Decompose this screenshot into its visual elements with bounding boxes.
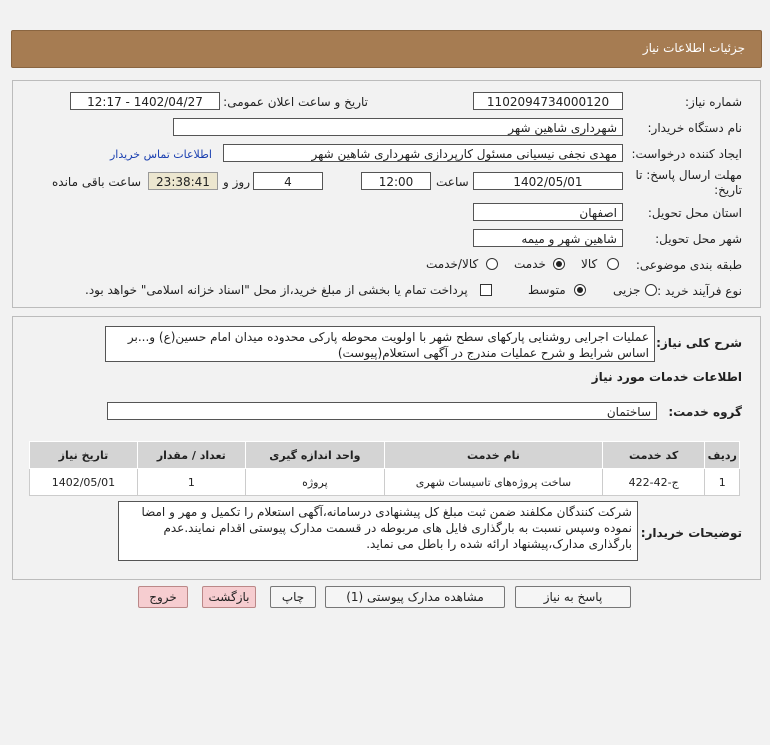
table-header-row — [30, 442, 740, 469]
buyer-org-label: نام دستگاه خریدار: — [647, 121, 742, 135]
buyer-org-field: شهرداری شاهین شهر — [173, 118, 623, 136]
page-title: جزئیات اطلاعات نیاز — [642, 41, 745, 55]
col-row: ردیف — [705, 442, 740, 469]
process-option-minor: جزیی — [613, 283, 641, 297]
province-field: اصفهان — [473, 203, 623, 221]
col-service-name: نام خدمت — [385, 442, 603, 469]
back-button[interactable]: بازگشت — [202, 586, 256, 608]
cell-service-name: ساخت پروژه‌های تاسیسات شهری — [385, 469, 603, 496]
announce-label: تاریخ و ساعت اعلان عمومی: — [223, 95, 368, 109]
buyer-notes-field: شرکت کنندگان مکلفند ضمن ثبت مبلغ کل پیشنهادی درسامانه،آگهی استعلام را تکمیل و مهر و امضا نموده وسپس نسبت به بارگذاری فایل های مربوطه در قسمت مدارک پیوستی اقدام نمایند.عدم بارگذاری مدارک،پیشنهاد ارائه شده را باطل می نماید. — [118, 501, 638, 561]
deadline-label-date: تاریخ: — [714, 183, 742, 197]
description-field: عملیات اجرایی روشنایی پارکهای سطح شهر با اولویت محوطه پارکی محدوده میدان امام حسین(ع) و...بر اساس شرایط و شرح عملیات مندرج در آگهی استعلام(پیوست) — [105, 326, 655, 362]
process-label: نوع فرآیند خرید : — [657, 284, 742, 298]
remaining-label: ساعت باقی مانده — [52, 175, 142, 189]
table-row — [30, 469, 740, 496]
view-attachments-button[interactable]: مشاهده مدارک پیوستی (1) — [325, 586, 505, 608]
days-label: روز و — [223, 175, 250, 189]
cell-need-date: 1402/05/01 — [30, 469, 138, 496]
cell-unit: پروژه — [245, 469, 384, 496]
remaining-time-field: 23:38:41 — [148, 172, 218, 190]
cell-service-code: ج-42-422 — [602, 469, 705, 496]
description-label: شرح کلی نیاز: — [656, 336, 742, 350]
need-number-field: 1102094734000120 — [473, 92, 623, 110]
exit-button[interactable]: خروج — [138, 586, 188, 608]
service-group-label: گروه خدمت: — [668, 405, 742, 419]
details-panel — [12, 80, 761, 308]
requester-label: ایجاد کننده درخواست: — [631, 147, 742, 161]
col-service-code: کد خدمت — [602, 442, 705, 469]
treasury-payment-checkbox[interactable] — [480, 284, 492, 296]
process-option-medium: متوسط — [528, 283, 566, 297]
cell-row: 1 — [705, 469, 740, 496]
days-field: 4 — [253, 172, 323, 190]
service-group-field: ساختمان — [107, 402, 657, 420]
col-need-date: تاریخ نیاز — [30, 442, 138, 469]
need-number-label: شماره نیاز: — [685, 95, 742, 109]
city-field: شاهین شهر و میمه — [473, 229, 623, 247]
process-radio-medium[interactable] — [574, 284, 586, 296]
category-option-goods-service: کالا/خدمت — [426, 257, 479, 271]
city-label: شهر محل تحویل: — [655, 232, 742, 246]
services-section-title: اطلاعات خدمات مورد نیاز — [591, 370, 742, 384]
col-unit: واحد اندازه گیری — [245, 442, 384, 469]
reply-button[interactable]: پاسخ به نیاز — [515, 586, 631, 608]
services-table — [29, 441, 740, 496]
requester-field: مهدی نجفی نیسیانی مسئول کارپردازی شهرداری شاهین شهر — [223, 144, 623, 162]
category-radio-goods-service[interactable] — [486, 258, 498, 270]
deadline-label: مهلت ارسال پاسخ: تا — [635, 168, 742, 182]
deadline-date-field: 1402/05/01 — [473, 172, 623, 190]
category-label: طبقه بندی موضوعی: — [635, 258, 742, 272]
print-button[interactable]: چاپ — [270, 586, 316, 608]
process-radio-minor[interactable] — [645, 284, 657, 296]
category-radio-goods[interactable] — [607, 258, 619, 270]
cell-quantity: 1 — [137, 469, 245, 496]
col-quantity: تعداد / مقدار — [137, 442, 245, 469]
treasury-payment-note: پرداخت تمام یا بخشی از مبلغ خرید،از محل "اسناد خزانه اسلامی" خواهد بود. — [85, 283, 468, 297]
category-option-goods: کالا — [581, 257, 598, 271]
buyer-notes-label: توضیحات خریدار: — [640, 526, 742, 540]
category-option-service: خدمت — [514, 257, 546, 271]
buyer-contact-link[interactable]: اطلاعات تماس خریدار — [110, 148, 212, 161]
category-radio-service[interactable] — [553, 258, 565, 270]
deadline-time-field: 12:00 — [361, 172, 431, 190]
time-label: ساعت — [436, 175, 469, 189]
province-label: استان محل تحویل: — [647, 206, 742, 220]
announce-field: 1402/04/27 - 12:17 — [70, 92, 220, 110]
page-header — [11, 30, 762, 68]
